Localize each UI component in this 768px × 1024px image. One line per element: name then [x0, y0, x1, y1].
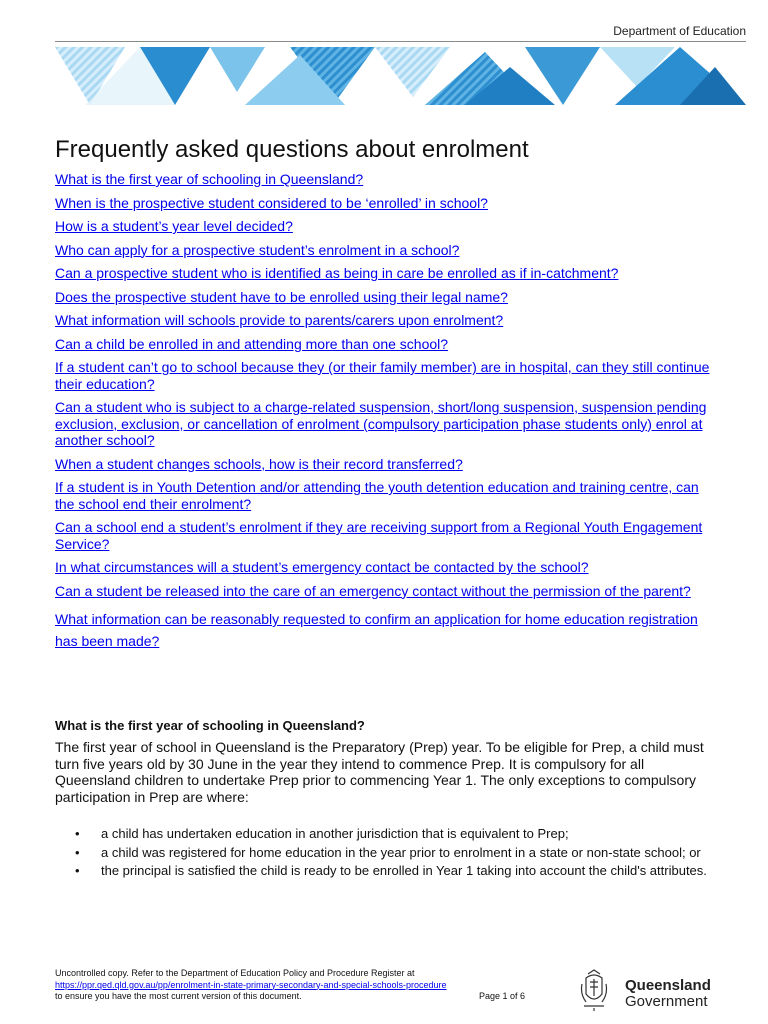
list-item [75, 863, 715, 880]
list-item [75, 845, 715, 862]
bullet-icon: • [75, 826, 80, 841]
logo-line-queensland: Queensland [625, 977, 711, 994]
department-name: Department of Education [613, 24, 746, 38]
toc-link-legal-name[interactable]: Does the prospective student have to be enrolled using their legal name? [55, 288, 508, 305]
page-title: Frequently asked questions about enrolment [55, 136, 529, 163]
toc-link-information-provided[interactable]: What information will schools provide to parents/carers upon enrolment? [55, 312, 504, 328]
bullet-icon: • [75, 844, 80, 860]
list-item-text: a child was registered for home education in the year prior to enrolment in a state or non-state school; or [101, 844, 701, 860]
decorative-triangle-banner [55, 47, 746, 105]
toc-link-in-care[interactable]: Can a prospective student who is identified as being in care be enrolled as if in-catchment? [55, 265, 619, 281]
bullet-icon: • [75, 863, 80, 878]
queensland-government-wordmark [625, 978, 711, 1010]
toc-link-home-education[interactable]: What information can be reasonably requested to confirm an application for home education registration has been made? [55, 611, 698, 649]
footer-policy-link[interactable]: https://ppr.qed.qld.gov.au/pp/enrolment-in-state-primary-secondary-and-special-schools-procedure [55, 979, 447, 990]
faq-table-of-contents [55, 171, 715, 659]
toc-link-more-than-one-school[interactable]: Can a child be enrolled in and attending more than one school? [55, 335, 449, 352]
page-footer [55, 968, 535, 1003]
toc-link-youth-engagement[interactable]: Can a school end a student’s enrolment if they are receiving support from a Regional Youth Engagement Service? [55, 519, 703, 552]
toc-link-released-emergency-contact[interactable]: Can a student be released into the care of an emergency contact without the permission of the parent? [55, 582, 691, 599]
toc-link-record-transfer[interactable]: When a student changes schools, how is their record transferred? [55, 455, 463, 472]
toc-link-youth-detention[interactable]: If a student is in Youth Detention and/or attending the youth detention education and training centre, can the school end their enrolment? [55, 479, 699, 512]
exception-list [75, 826, 715, 882]
logo-line-government: Government [625, 993, 708, 1010]
section-paragraph: The first year of school in Queensland is the Preparatory (Prep) year. To be eligible for Prep, a child must turn five years old by 30 June in the year they intend to commence Prep. It is compulsory for all Queensland children to undertake Prep prior to commencing Year 1. The only exceptions to compulsory participation in Prep are where: [55, 739, 704, 805]
page-number: Page 1 of 6 [478, 991, 525, 1001]
header-divider [55, 41, 746, 42]
list-item [75, 826, 715, 843]
toc-link-suspension[interactable]: Can a student who is subject to a charge-related suspension, short/long suspension, suspension pending exclusion, exclusion, or cancellation of enrolment (compulsory participation phase students only) enrol at another school? [55, 399, 707, 448]
footer-note: to ensure you have the most current version of this document. [55, 991, 302, 1001]
toc-link-year-level[interactable]: How is a student’s year level decided? [55, 218, 293, 234]
toc-link-hospital[interactable]: If a student can’t go to school because they (or their family member) are in hospital, can they still continue their education? [55, 359, 710, 392]
list-item-text: a child has undertaken education in another jurisdiction that is equivalent to Prep; [101, 826, 569, 841]
list-item-text: the principal is satisfied the child is ready to be enrolled in Year 1 taking into account the child's attributes. [101, 863, 707, 878]
toc-link-emergency-contact[interactable]: In what circumstances will a student’s emergency contact be contacted by the school? [55, 559, 589, 575]
footer-disclaimer: Uncontrolled copy. Refer to the Department of Education Policy and Procedure Register at [55, 968, 415, 978]
section-heading: What is the first year of schooling in Queensland? [55, 718, 365, 733]
toc-link-enrolled[interactable]: When is the prospective student considered to be ‘enrolled’ in school? [55, 194, 488, 211]
toc-link-who-can-apply[interactable]: Who can apply for a prospective student’s enrolment in a school? [55, 241, 460, 258]
toc-link-first-year[interactable]: What is the first year of schooling in Queensland? [55, 171, 364, 187]
